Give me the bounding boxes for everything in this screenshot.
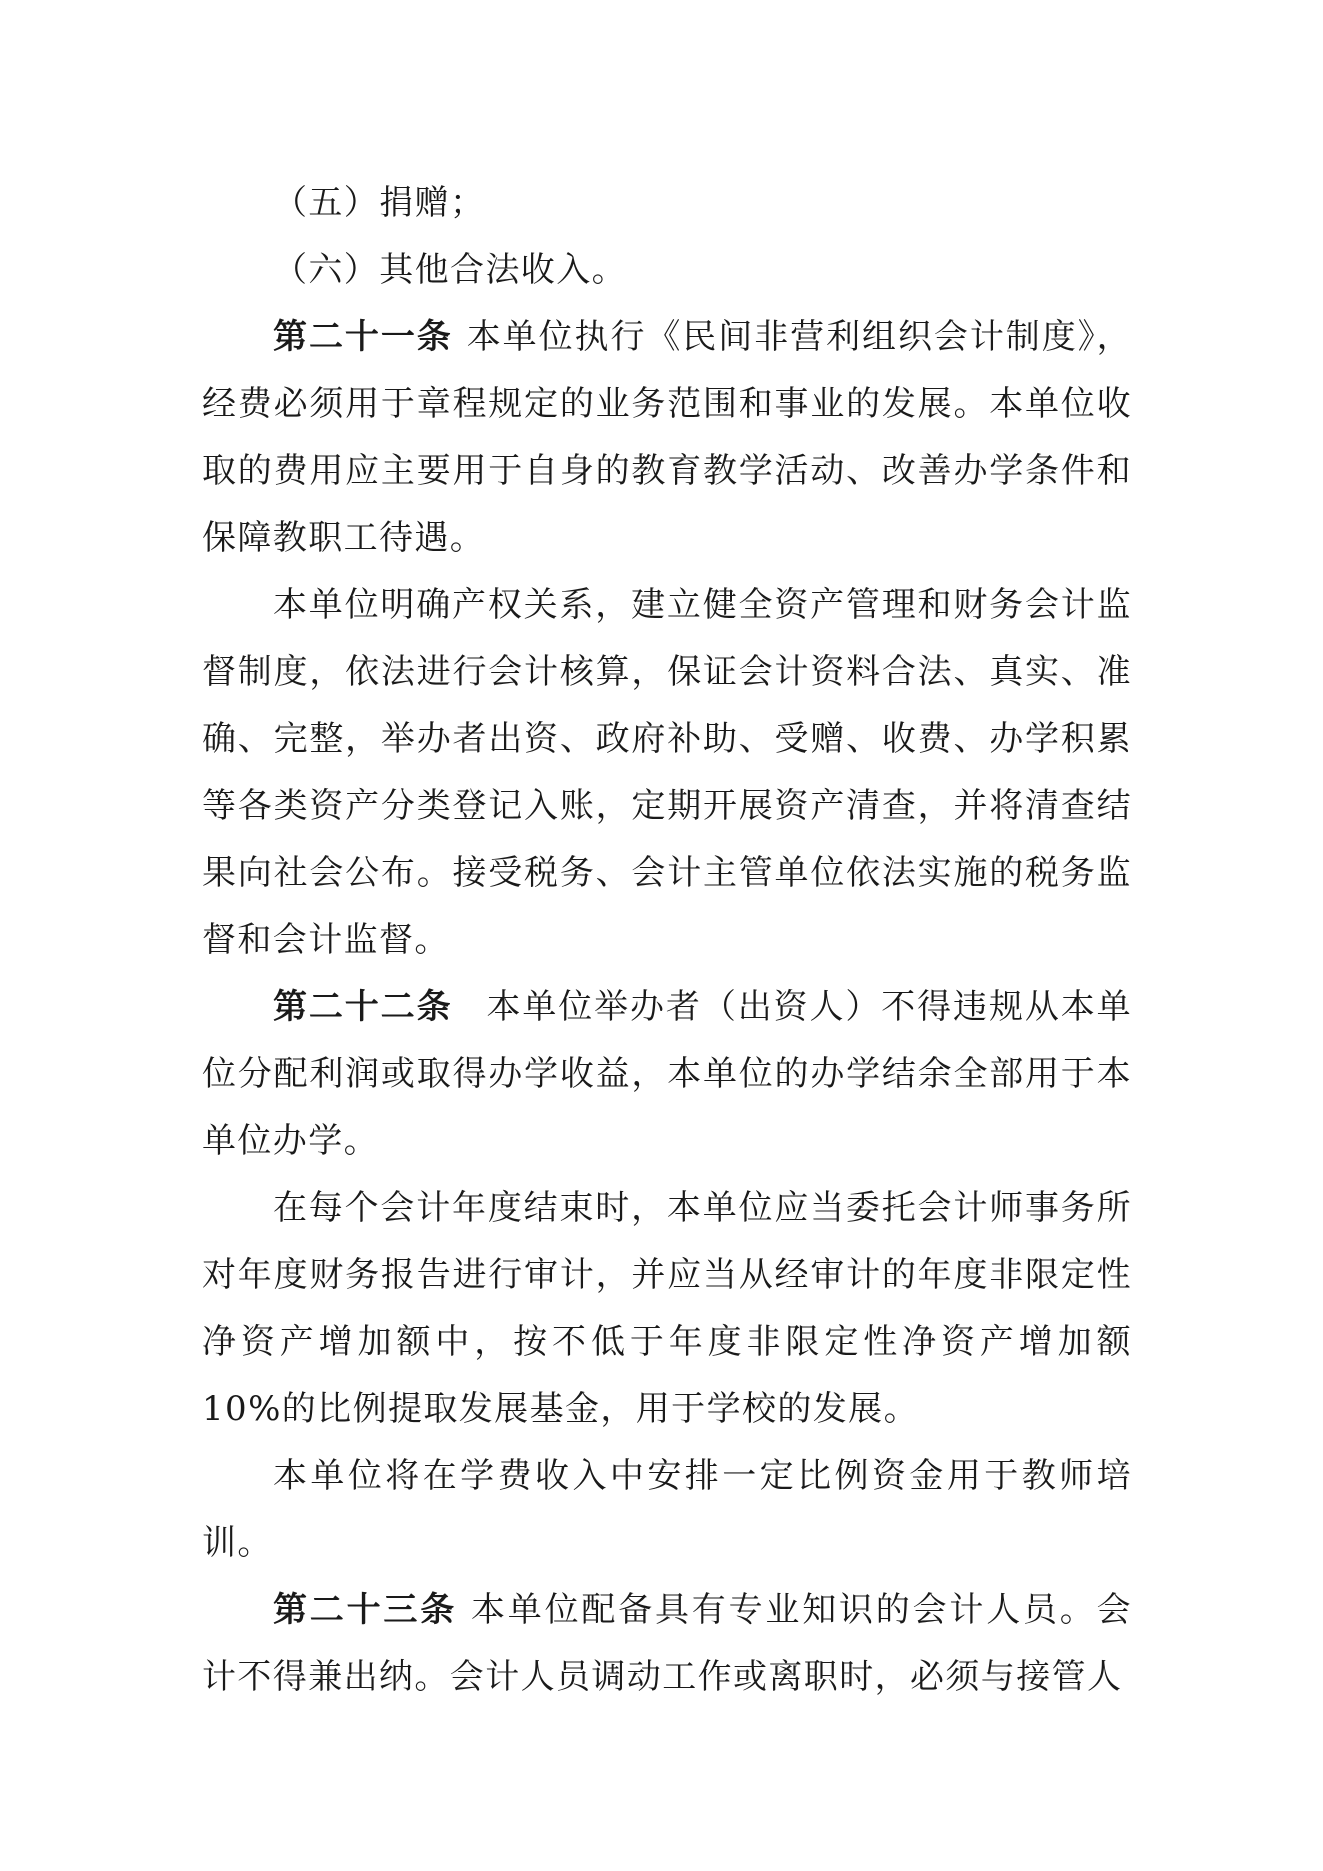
article-number: 第二十三条 xyxy=(273,1590,457,1630)
paragraph-text: （六）其他合法收入。 xyxy=(273,250,627,290)
paragraph-audit xyxy=(202,1175,1132,1443)
article-23 xyxy=(202,1577,1132,1711)
paragraph-donation xyxy=(202,170,1132,237)
paragraph-teacher-training xyxy=(202,1443,1132,1577)
article-21 xyxy=(202,304,1132,572)
paragraph-text: 本单位配备具有专业知识的会计人员。会计不得兼出纳。会计人员调动工作或离职时，必须与接管人 xyxy=(202,1590,1132,1697)
paragraph-text: 本单位明确产权关系，建立健全资产管理和财务会计监督制度，依法进行会计核算，保证会计资料合法、真实、准确、完整，举办者出资、政府补助、受赠、收费、办学积累等各类资产分类登记入账，定期开展资产清查，并将清查结果向社会公布。接受税务、会计主管单位依法实施的税务监督和会计监督。 xyxy=(202,585,1132,960)
paragraph-text: 在每个会计年度结束时，本单位应当委托会计师事务所对年度财务报告进行审计，并应当从经审计的年度非限定性净资产增加额中，按不低于年度非限定性净资产增加额 10%的比例提取发展基金，用于学校的发展。 xyxy=(202,1188,1132,1429)
paragraph-text: 本单位执行《民间非营利组织会计制度》，经费必须用于章程规定的业务范围和事业的发展。本单位收取的费用应主要用于自身的教育教学活动、改善办学条件和保障教职工待遇。 xyxy=(202,317,1132,558)
article-number: 第二十一条 xyxy=(273,317,453,357)
article-number: 第二十二条 xyxy=(273,987,453,1027)
paragraph-asset-management xyxy=(202,572,1132,974)
paragraph-text: 本单位举办者（出资人）不得违规从本单位分配利润或取得办学收益，本单位的办学结余全部用于本单位办学。 xyxy=(202,987,1133,1161)
document-page xyxy=(202,170,1132,1711)
article-22 xyxy=(202,974,1132,1175)
paragraph-text: （五）捐赠； xyxy=(273,183,486,223)
paragraph-other-income xyxy=(202,237,1132,304)
paragraph-text: 本单位将在学费收入中安排一定比例资金用于教师培训。 xyxy=(202,1456,1132,1563)
